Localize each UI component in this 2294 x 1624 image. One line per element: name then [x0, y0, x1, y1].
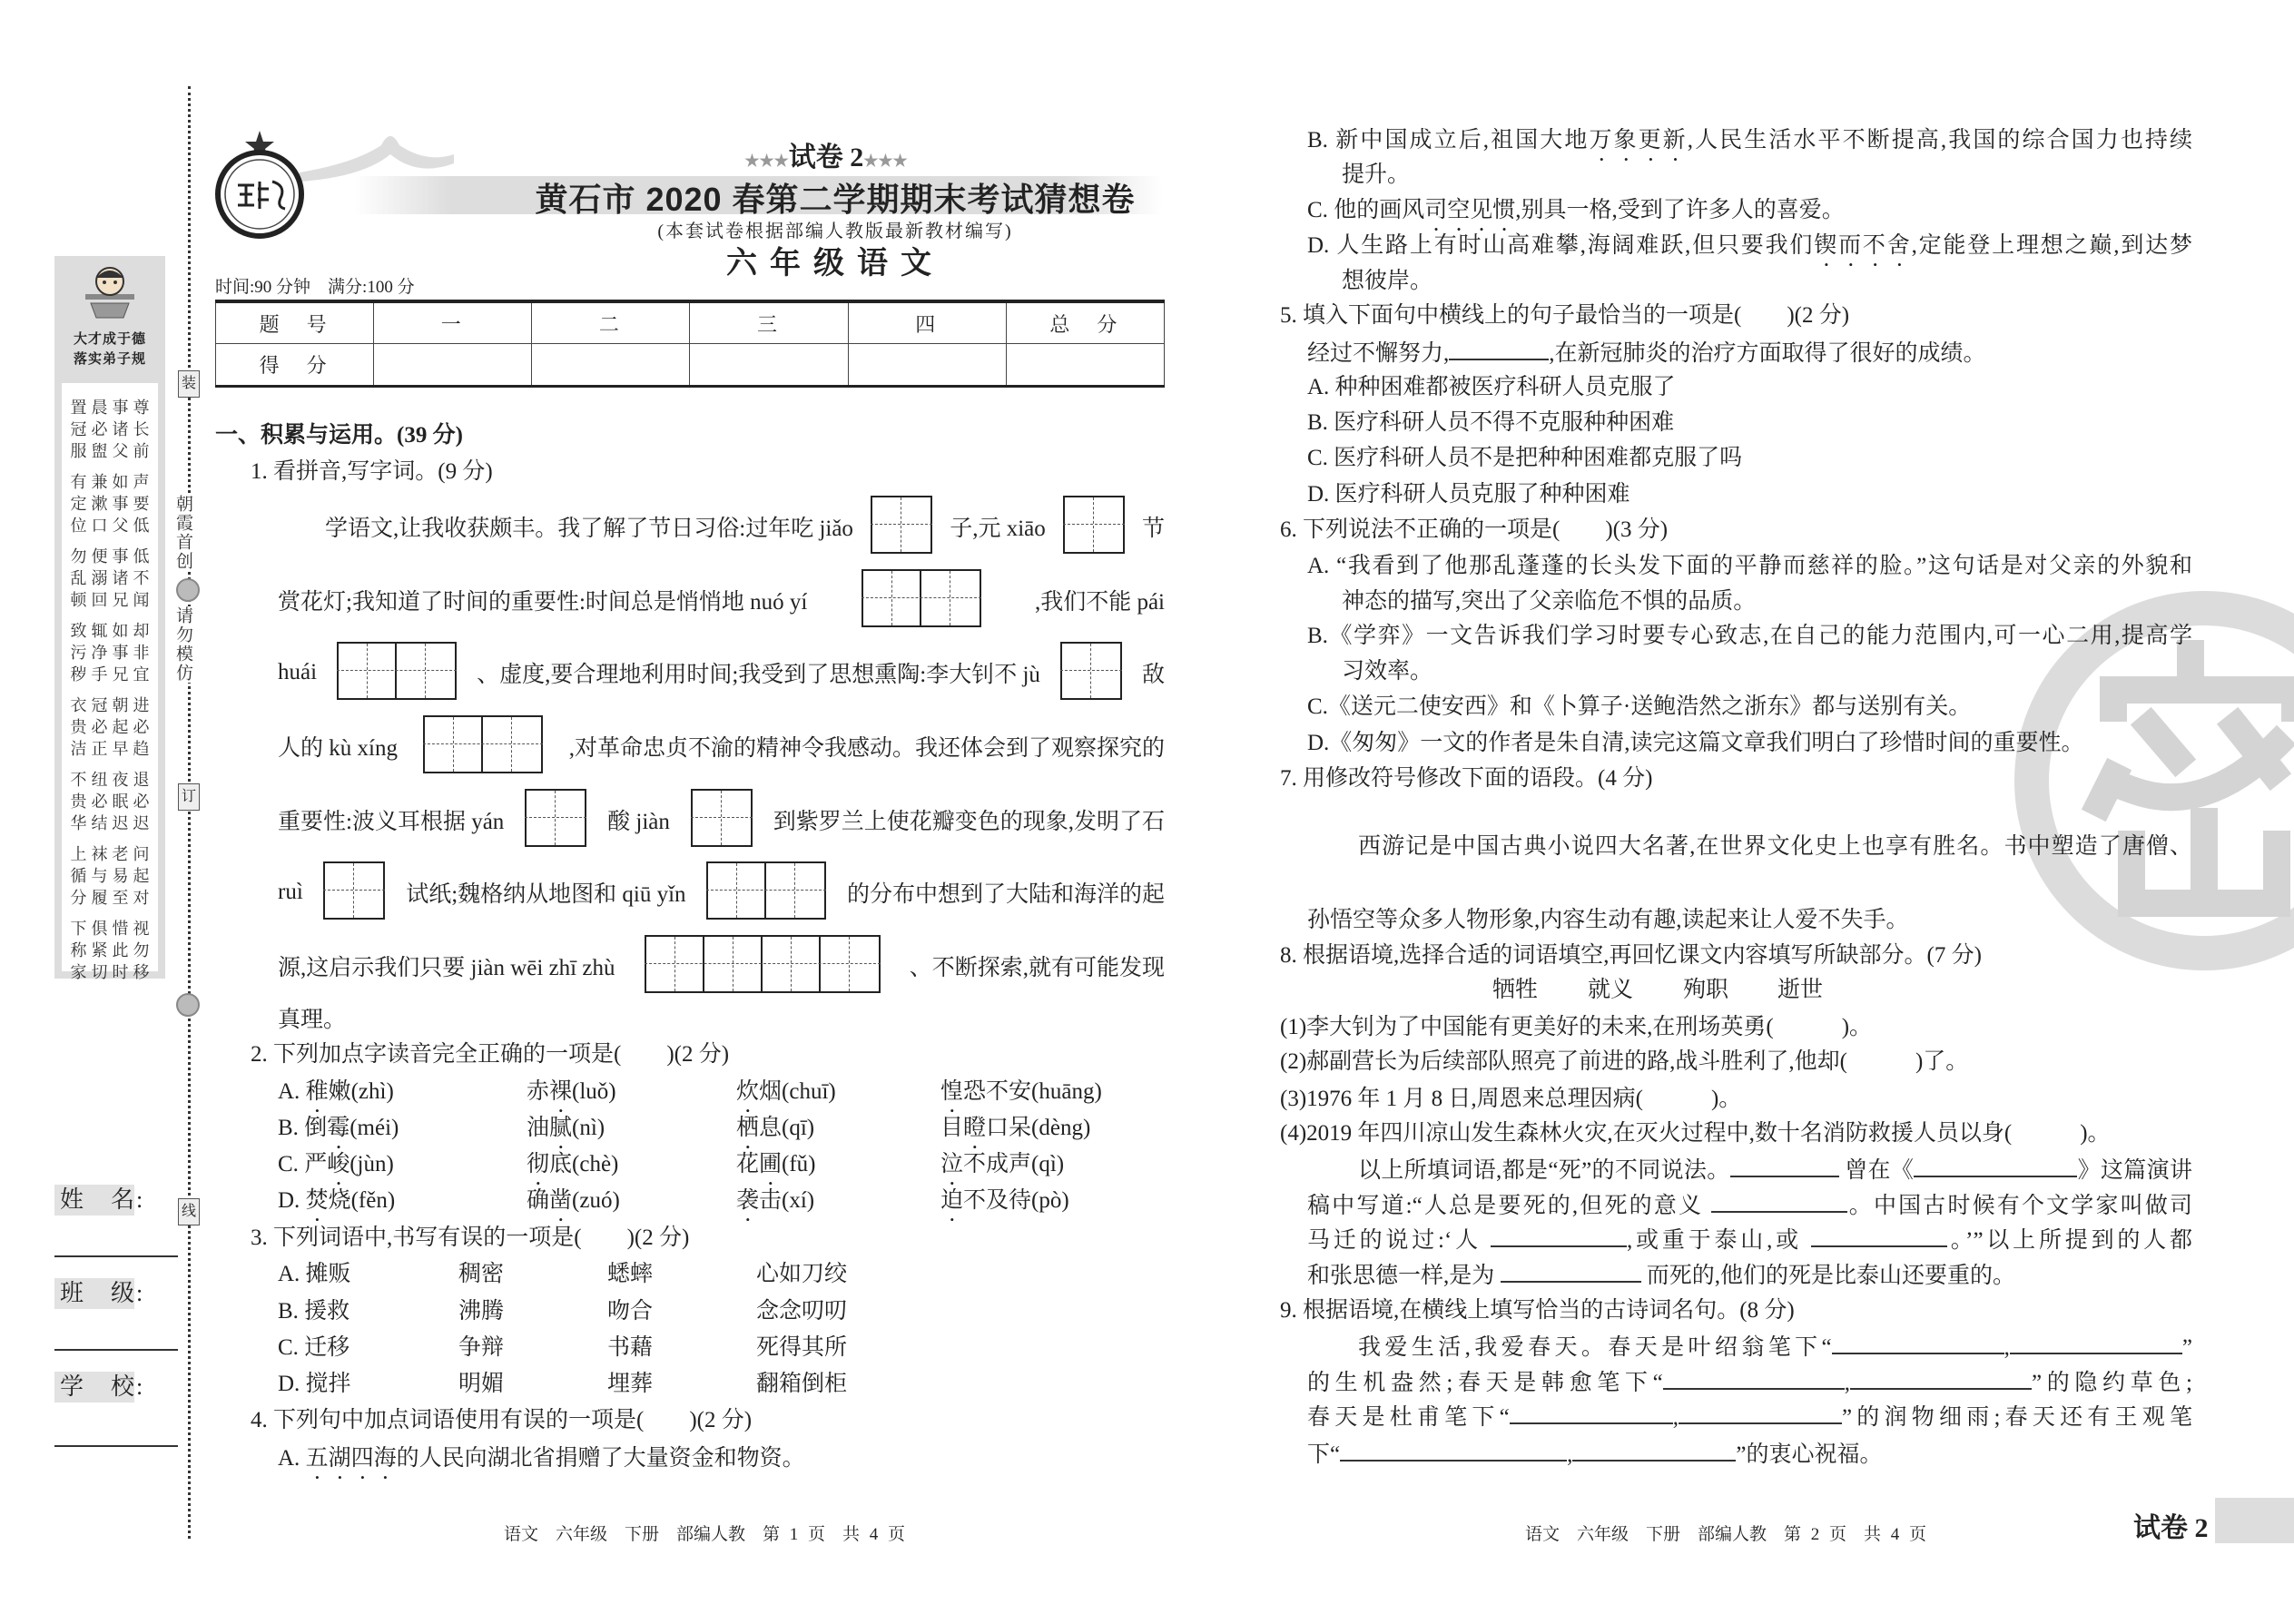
q9-paragraph-line	[1307, 1403, 2192, 1432]
star-icon: ★★★	[863, 152, 908, 170]
dizigui-row: 定漱事要	[70, 495, 154, 513]
exam-title: 黄石市 2020 春第二学期期末考试猜想卷	[535, 181, 1136, 218]
dotted-char: 泣	[940, 1152, 964, 1176]
pre-text: 赤	[527, 1079, 550, 1104]
q8-item: (3)1976 年 1 月 8 日,周恩来总理因病( )。	[1280, 1087, 1742, 1111]
option-a: A. “我看到了他那乱蓬蓬的长头发下面的平静而慈祥的脸。”这句话是对父亲的外貌和	[1307, 554, 2192, 578]
q8-item: (4)2019 年四川凉山发生森林火灾,在灭火过程中,数十名消防救援人员以身( )。	[1280, 1121, 2111, 1146]
q8-item: (2)郝副营长为后续部队照亮了前进的路,战斗胜利了,他却( )了。	[1280, 1049, 1969, 1074]
answer-blank[interactable]	[1811, 1225, 1947, 1247]
pinyin-option	[940, 1078, 1102, 1117]
dotted-char: 稚	[305, 1079, 329, 1104]
score-header: 三	[690, 301, 848, 344]
dizigui-row: 有兼如声	[70, 473, 154, 491]
answer-blank[interactable]	[1832, 1333, 2004, 1354]
passage-line	[325, 497, 1165, 556]
score-row-label: 得 分	[216, 344, 374, 387]
question-7-stem: 7. 用修改符号修改下面的语段。(4 分)	[1280, 766, 1653, 791]
pinyin-option	[736, 1115, 814, 1154]
word-choice: 牺牲	[1492, 978, 1539, 1002]
pre-text: 油	[527, 1116, 550, 1140]
page-footer: 语文 六年级 下册 部编人教 第 2 页 共 4 页	[1525, 1525, 1927, 1544]
sentence-text: 经过不懈努力,	[1307, 341, 1450, 366]
question-6-stem: 6. 下列说法不正确的一项是( )(3 分)	[1280, 517, 1669, 542]
score-header: 题 号	[216, 301, 374, 344]
motto-line: 落实弟子规	[73, 352, 146, 367]
passage-text: 敌	[1141, 663, 1165, 687]
word-option: 争辩	[458, 1335, 505, 1360]
pinyin: (dèng)	[1031, 1116, 1091, 1140]
dotted-char: 峻	[327, 1152, 350, 1176]
dotted-char: 圃	[759, 1152, 783, 1176]
word-option: D. 搅拌	[278, 1372, 351, 1396]
dizigui-row: 服盥父前	[70, 442, 154, 460]
sentence-text: ,在新冠肺炎的治疗方面取得了很好的成绩。	[1549, 341, 1986, 366]
passage-line	[278, 717, 1165, 775]
char-box[interactable]	[871, 496, 932, 558]
para-text: ,	[1672, 1405, 1679, 1430]
question-3-stem: 3. 下列词语中,书写有误的一项是( )(2 分)	[251, 1225, 690, 1250]
question-5-sentence	[1307, 339, 2192, 368]
name-label: 姓 名:	[54, 1185, 134, 1216]
answer-blank[interactable]	[1491, 1225, 1627, 1247]
word-option: 明媚	[458, 1372, 505, 1396]
dizigui-row: 秽手兄宜	[70, 665, 154, 684]
question-8-stem: 8. 根据语境,选择合适的词语填空,再回忆课文内容填写所缺部分。(7 分)	[1280, 943, 1982, 968]
answer-blank[interactable]	[1501, 1261, 1641, 1283]
binding-mark-xian: 线	[178, 1198, 200, 1225]
word-choice: 殉职	[1683, 978, 1729, 1002]
answer-blank[interactable]	[1679, 1403, 1842, 1424]
pre-text: 倒	[304, 1116, 328, 1140]
char-box[interactable]	[323, 861, 385, 924]
score-cell[interactable]	[1006, 344, 1164, 387]
option-text: 人生路上有时山高难攀,海阔难跃,但只要我们	[1336, 233, 1815, 258]
series-text: 试卷 2	[788, 143, 864, 172]
section-heading: 一、积累与运用。(39 分)	[215, 423, 463, 448]
para-text: 下“	[1307, 1442, 1341, 1467]
emphasized-word: 司空见惯	[1424, 198, 1516, 222]
passage-line	[278, 863, 1165, 921]
paper-series-label	[635, 134, 1017, 174]
emphasized-word: 锲而不舍	[1814, 233, 1912, 258]
para-text: 稿中写道:“人总是要死的,但死的意义	[1307, 1194, 1704, 1218]
dizigui-row: 位口父低	[70, 517, 154, 535]
passage-text: ,我们不能 pái	[1034, 590, 1165, 615]
para-text: 曾在《	[1845, 1158, 1915, 1183]
option-label: A.	[278, 1079, 306, 1104]
dizigui-row: 循与易起	[70, 867, 154, 885]
post-text: 烟	[759, 1079, 783, 1104]
para-text: 以上所填词语,都是“死”的不同说法。	[1358, 1158, 1730, 1183]
class-input-line[interactable]	[54, 1349, 178, 1351]
pinyin: (qī)	[782, 1116, 815, 1140]
dizigui-row: 华结迟迟	[70, 814, 154, 832]
option-label: D.	[1307, 233, 1330, 258]
word-option: 稠密	[458, 1262, 505, 1286]
post-text: 烧	[328, 1188, 351, 1213]
answer-blank[interactable]	[1449, 339, 1549, 360]
answer-blank[interactable]	[1914, 1156, 2077, 1177]
dizigui-row: 贵必起必	[70, 718, 154, 736]
dotted-char: 霉	[327, 1116, 350, 1140]
score-header: 二	[532, 301, 690, 344]
option-b-cont: 提升。	[1342, 162, 1411, 187]
answer-blank[interactable]	[1711, 1191, 1847, 1213]
para-text: 和张思德一样,是为	[1307, 1264, 1495, 1288]
pinyin: (qì)	[1031, 1152, 1065, 1176]
post-text: 嫩	[328, 1079, 351, 1104]
dizigui-row: 分履至对	[70, 889, 154, 907]
para-text: ”的衷心祝福。	[1736, 1442, 1883, 1467]
option-b: B. 医疗科研人员不得不克服种种困难	[1307, 410, 1675, 435]
passage-text: 酸 jiàn	[607, 810, 670, 834]
pre-text: 花	[736, 1152, 760, 1176]
class-label: 班 级:	[54, 1278, 134, 1309]
word-option: 翻箱倒柜	[756, 1372, 848, 1396]
para-text: ”的润物细雨;春天还有王观笔	[1841, 1405, 2192, 1430]
post-text: 击	[759, 1188, 783, 1213]
answer-blank[interactable]	[1663, 1368, 1845, 1390]
ribbon-decoration	[300, 127, 454, 182]
pinyin: (huāng)	[1031, 1079, 1102, 1104]
q9-paragraph-line	[1358, 1333, 2192, 1362]
passage-text: ruì	[278, 880, 303, 904]
dotted-char: 裸	[549, 1079, 573, 1104]
pre-text: 确	[527, 1188, 550, 1213]
pinyin-option	[940, 1187, 1069, 1226]
dotted-char: 焚	[305, 1188, 329, 1213]
passage-text: huái	[278, 660, 318, 684]
dizigui-row: 下俱惜视	[70, 920, 154, 938]
question-2-stem: 2. 下列加点字读音完全正确的一项是( )(2 分)	[251, 1042, 730, 1067]
dotted-char: 炊	[736, 1079, 760, 1104]
dizigui-row: 洁正早趋	[70, 740, 154, 758]
exam-subtitle: (本套试卷根据部编人教版最新教材编写)	[657, 221, 1013, 241]
binding-mark-ding: 订	[178, 783, 200, 811]
pinyin-option	[527, 1187, 620, 1226]
word-option: C. 迁移	[278, 1335, 350, 1360]
score-header: 总 分	[1006, 301, 1164, 344]
passage-text: 重要性:波义耳根据 yán	[278, 810, 505, 834]
para-text: 的生机盎然;春天是韩愈笔下“	[1307, 1371, 1663, 1395]
smiley-icon	[176, 993, 200, 1017]
char-box[interactable]	[1063, 496, 1125, 558]
score-header: 四	[848, 301, 1006, 344]
passage-text: 学语文,让我收获颇丰。我了解了节日习俗:过年吃 jiǎo	[325, 517, 853, 541]
para-text: 我爱生活,我爱春天。春天是叶绍翁笔下“	[1358, 1335, 1832, 1360]
word-option: 念念叨叨	[756, 1299, 848, 1324]
passage-line	[278, 937, 1165, 995]
question-9-stem: 9. 根据语境,在横线上填写恰当的古诗词名句。(8 分)	[1280, 1298, 1795, 1323]
exam-meta	[215, 273, 415, 298]
post-text: 恐不安	[963, 1079, 1032, 1104]
para-text: ”	[2181, 1335, 2192, 1360]
q7-paragraph-line: 西游记是中国古典小说四大名著,在世界文化史上也享有胜名。书中塑造了唐僧、	[1358, 834, 2192, 859]
score-cell[interactable]	[374, 344, 532, 387]
pinyin-option	[940, 1115, 1090, 1154]
emphasized-word: 万象更新	[1589, 128, 1688, 153]
pinyin: (xí)	[782, 1188, 815, 1213]
option-c: C. 医疗科研人员不是把种种困难都克服了吗	[1307, 446, 1743, 470]
pinyin-option	[278, 1115, 399, 1154]
score-cell[interactable]	[690, 344, 848, 387]
option-b: B.《学弈》一文告诉我们学习时要专心致志,在自己的能力范围内,可一心二用,提高学	[1307, 624, 2192, 648]
char-box[interactable]	[645, 935, 881, 998]
option-text: ,定能登上理想之巅,到达梦	[1911, 233, 2192, 258]
word-option: 书藉	[607, 1335, 654, 1360]
para-text: 。中国古时候有个文学家叫做司	[1846, 1194, 2192, 1218]
pinyin: (zhì)	[350, 1079, 394, 1104]
score-table	[215, 300, 1165, 388]
dotted-char: 彻	[527, 1152, 550, 1176]
passage-text: ,对革命忠贞不渝的精神令我感动。我还体会到了观察探究的	[568, 736, 1165, 761]
word-option: 沸腾	[458, 1299, 505, 1324]
dizigui-row: 致辄如却	[70, 622, 154, 640]
q9-paragraph-line	[1307, 1440, 2192, 1469]
pinyin: (zuó)	[572, 1188, 620, 1213]
passage-line	[278, 791, 1165, 849]
post-text: 底	[549, 1152, 573, 1176]
score-cell[interactable]	[532, 344, 690, 387]
word-choice: 逝世	[1777, 978, 1824, 1002]
option-c	[1307, 197, 2192, 236]
brand-note: 朝霞首创	[171, 495, 195, 571]
q8-paragraph-line	[1307, 1261, 2192, 1290]
pinyin-option	[278, 1151, 394, 1190]
option-d	[1307, 232, 2192, 271]
post-text: 口呆	[986, 1116, 1032, 1140]
char-box[interactable]	[525, 789, 586, 851]
answer-blank[interactable]	[1510, 1403, 1673, 1424]
pinyin: (luǒ)	[572, 1079, 616, 1104]
para-text: 马迁的说过:‘人	[1307, 1228, 1482, 1253]
para-text: ”的隐约草色;	[2031, 1371, 2192, 1395]
option-d-cont: 想彼岸。	[1342, 269, 1433, 293]
post-text: 息	[759, 1116, 783, 1140]
pinyin-option	[736, 1151, 816, 1190]
dizigui-row: 勿便事低	[70, 547, 154, 566]
option-d: D.《匆匆》一文的作者是朱自清,读完这篇文章我们明白了珍惜时间的重要性。	[1307, 731, 2084, 755]
answer-blank[interactable]	[1340, 1440, 1567, 1462]
option-label: B.	[1307, 128, 1328, 153]
pinyin-option	[527, 1078, 616, 1117]
dizigui-row: 污净事非	[70, 644, 154, 662]
passage-text: 、不断探索,就有可能发现	[909, 956, 1165, 980]
passage-text: 人的 kù xíng	[278, 736, 398, 761]
option-label: A.	[278, 1446, 300, 1471]
answer-blank[interactable]	[2010, 1333, 2182, 1354]
dizigui-row: 不纽夜退	[70, 771, 154, 789]
passage-text: 节	[1141, 517, 1165, 541]
dotted-char: 凿	[549, 1188, 573, 1213]
dotted-char: 栖	[736, 1116, 760, 1140]
q8-paragraph-line	[1307, 1225, 2192, 1255]
q7-paragraph-line: 孙悟空等众多人物形象,内容生动有趣,读起来让人爱不失手。	[1307, 908, 1909, 932]
time-limit: 时间:90 分钟	[215, 278, 311, 297]
word-option: 吻合	[607, 1299, 654, 1324]
char-box[interactable]	[423, 715, 543, 778]
para-text: 》这篇演讲	[2077, 1158, 2192, 1183]
post-text: 不成声	[963, 1152, 1032, 1176]
pinyin: (chuī)	[782, 1079, 836, 1104]
exam-subject: 六年级语文	[726, 247, 944, 281]
para-text: 春天是杜甫笔下“	[1307, 1405, 1510, 1430]
question-1-stem: 1. 看拼音,写字词。(9 分)	[251, 459, 493, 484]
question-5-stem: 5. 填入下面句中横线上的句子最恰当的一项是( )(2 分)	[1280, 303, 1850, 328]
score-cell[interactable]	[848, 344, 1006, 387]
name-input-line[interactable]	[54, 1255, 178, 1257]
dotted-char: 瞪	[963, 1116, 987, 1140]
option-label: C.	[278, 1152, 305, 1176]
dotted-char: 迫	[940, 1188, 964, 1213]
dizigui-row: 衣冠朝进	[70, 696, 154, 714]
passage-text: 的分布中想到了大陆和海洋的起	[846, 882, 1165, 907]
para-text: 。’”以上所提到的人都	[1947, 1228, 2192, 1253]
option-a-cont: 神态的描写,突出了父亲临危不惧的品质。	[1342, 589, 1757, 614]
option-label: D.	[278, 1188, 306, 1213]
char-box[interactable]	[706, 861, 826, 924]
pinyin: (pò)	[1031, 1188, 1069, 1213]
option-label: C.	[1307, 198, 1328, 222]
pinyin: (chè)	[572, 1152, 619, 1176]
answer-blank[interactable]	[1850, 1368, 2032, 1390]
passage-line	[278, 644, 1165, 702]
score-header: 一	[374, 301, 532, 344]
dotted-char: 袭	[736, 1188, 760, 1213]
pinyin: (fǔ)	[782, 1152, 816, 1176]
word-option: 死得其所	[756, 1335, 848, 1360]
motto-line: 大才成于德	[73, 332, 146, 347]
option-b	[1307, 127, 2192, 166]
star-icon: ★★★	[744, 152, 789, 170]
option-text: 他的画风	[1334, 198, 1425, 222]
q8-paragraph-line	[1358, 1156, 2192, 1185]
dizigui-row: 冠必诸长	[70, 420, 154, 438]
passage-text: 真理。	[278, 1008, 347, 1032]
option-a	[278, 1445, 805, 1484]
pinyin: (méi)	[350, 1116, 399, 1140]
pre-text: 目	[940, 1116, 964, 1140]
dizigui-text	[62, 383, 158, 981]
option-text: ,别具一格,受到了许多人的喜爱。	[1515, 198, 1845, 222]
wangzhaoxia-logo	[212, 129, 307, 241]
dizigui-sidebar	[54, 256, 165, 979]
passage-line	[278, 571, 1165, 629]
dizigui-row: 顿回兄闻	[70, 591, 154, 609]
word-option: 心如刀绞	[756, 1262, 848, 1286]
word-choice: 就义	[1588, 978, 1634, 1002]
passage-text: 、虚度,要合理地利用时间;我受到了思想熏陶:李大钊不 jù	[477, 663, 1040, 687]
word-option: 蟋蟀	[607, 1262, 654, 1286]
pinyin-option	[940, 1151, 1064, 1190]
option-a: A. 种种困难都被医疗科研人员克服了	[1307, 375, 1676, 399]
pinyin: (nì)	[572, 1116, 605, 1140]
emphasized-word: 五湖四海	[305, 1446, 397, 1471]
dotted-char: 腻	[549, 1116, 573, 1140]
student-cartoon-icon	[82, 263, 138, 320]
dizigui-row: 置晨事尊	[70, 399, 154, 417]
char-box[interactable]	[691, 789, 753, 851]
q8-paragraph-line	[1307, 1191, 2192, 1220]
para-text: ,或重于泰山,或	[1626, 1228, 1802, 1253]
pinyin-option	[278, 1078, 394, 1117]
passage-text: 到紫罗兰上使花瓣变色的现象,发明了石	[773, 810, 1165, 834]
pinyin-option	[278, 1187, 395, 1226]
passage-text: 赏花灯;我知道了时间的重要性:时间总是悄悄地 nuó yí	[278, 590, 808, 615]
q9-paragraph-line	[1307, 1368, 2192, 1397]
post-text: 不及待	[963, 1188, 1032, 1213]
word-option: A. 摊贩	[278, 1262, 351, 1286]
passage-text: 试纸;魏格纳从地图和 qiū yǐn	[406, 882, 686, 907]
pinyin-option	[736, 1187, 814, 1226]
corner-label: 试卷 2	[2133, 1513, 2209, 1543]
answer-blank[interactable]	[1572, 1440, 1736, 1462]
option-b-cont: 习效率。	[1342, 659, 1433, 684]
full-score: 满分:100 分	[328, 278, 415, 297]
option-label: B.	[278, 1116, 305, 1140]
passage-text: 子,元 xiāo	[950, 517, 1046, 541]
question-4-stem: 4. 下列句中加点词语使用有误的一项是( )(2 分)	[251, 1408, 753, 1432]
pinyin: (fěn)	[350, 1188, 396, 1213]
dizigui-row: 称紧此勿	[70, 941, 154, 960]
page-footer: 语文 六年级 下册 部编人教 第 1 页 共 4 页	[504, 1525, 906, 1544]
para-text: ,	[1567, 1442, 1573, 1467]
dotted-char: 惶	[940, 1079, 964, 1104]
dizigui-row: 乱溺诸不	[70, 569, 154, 587]
char-box[interactable]	[1060, 642, 1122, 704]
char-box[interactable]	[861, 569, 981, 632]
pinyin-option	[527, 1115, 605, 1154]
copy-warning-note: 请勿模仿	[171, 606, 195, 683]
char-box[interactable]	[337, 642, 457, 704]
binding-mark-zhuang: 装	[178, 370, 200, 398]
school-input-line[interactable]	[54, 1445, 178, 1447]
option-text: 的人民向湖北省捐赠了大量资金和物资。	[396, 1446, 805, 1471]
option-c: C.《送元二使安西》和《卜算子·送鲍浩然之浙东》都与送别有关。	[1307, 694, 1972, 719]
para-text: 而死的,他们的死是比泰山还要重的。	[1646, 1264, 2016, 1288]
school-label: 学 校:	[54, 1372, 134, 1403]
dizigui-row: 上袜老问	[70, 845, 154, 863]
option-text: ,人民生活水平不断提高,我国的综合国力也持续	[1687, 128, 2192, 153]
dizigui-row: 贵必眠必	[70, 792, 154, 811]
para-text: ,	[2004, 1335, 2010, 1360]
answer-blank[interactable]	[1730, 1156, 1839, 1177]
option-d: D. 医疗科研人员克服了种种困难	[1307, 482, 1630, 507]
word-option: B. 援救	[278, 1299, 350, 1324]
para-text: ,	[1844, 1371, 1850, 1395]
option-text: 新中国成立后,祖国大地	[1335, 128, 1590, 153]
q8-item: (1)李大钊为了中国能有更美好的未来,在刑场英勇( )。	[1280, 1015, 1873, 1039]
smiley-icon	[176, 578, 200, 602]
pinyin: (jùn)	[350, 1152, 394, 1176]
pinyin-option	[736, 1078, 836, 1117]
dizigui-row: 家切时移	[70, 963, 154, 981]
passage-text: 源,这启示我们只要 jiàn wēi zhī zhù	[278, 956, 615, 980]
word-option: 埋葬	[607, 1372, 654, 1396]
pinyin-option	[527, 1151, 618, 1190]
binding-dotted-line	[188, 86, 191, 1539]
pre-text: 严	[304, 1152, 328, 1176]
